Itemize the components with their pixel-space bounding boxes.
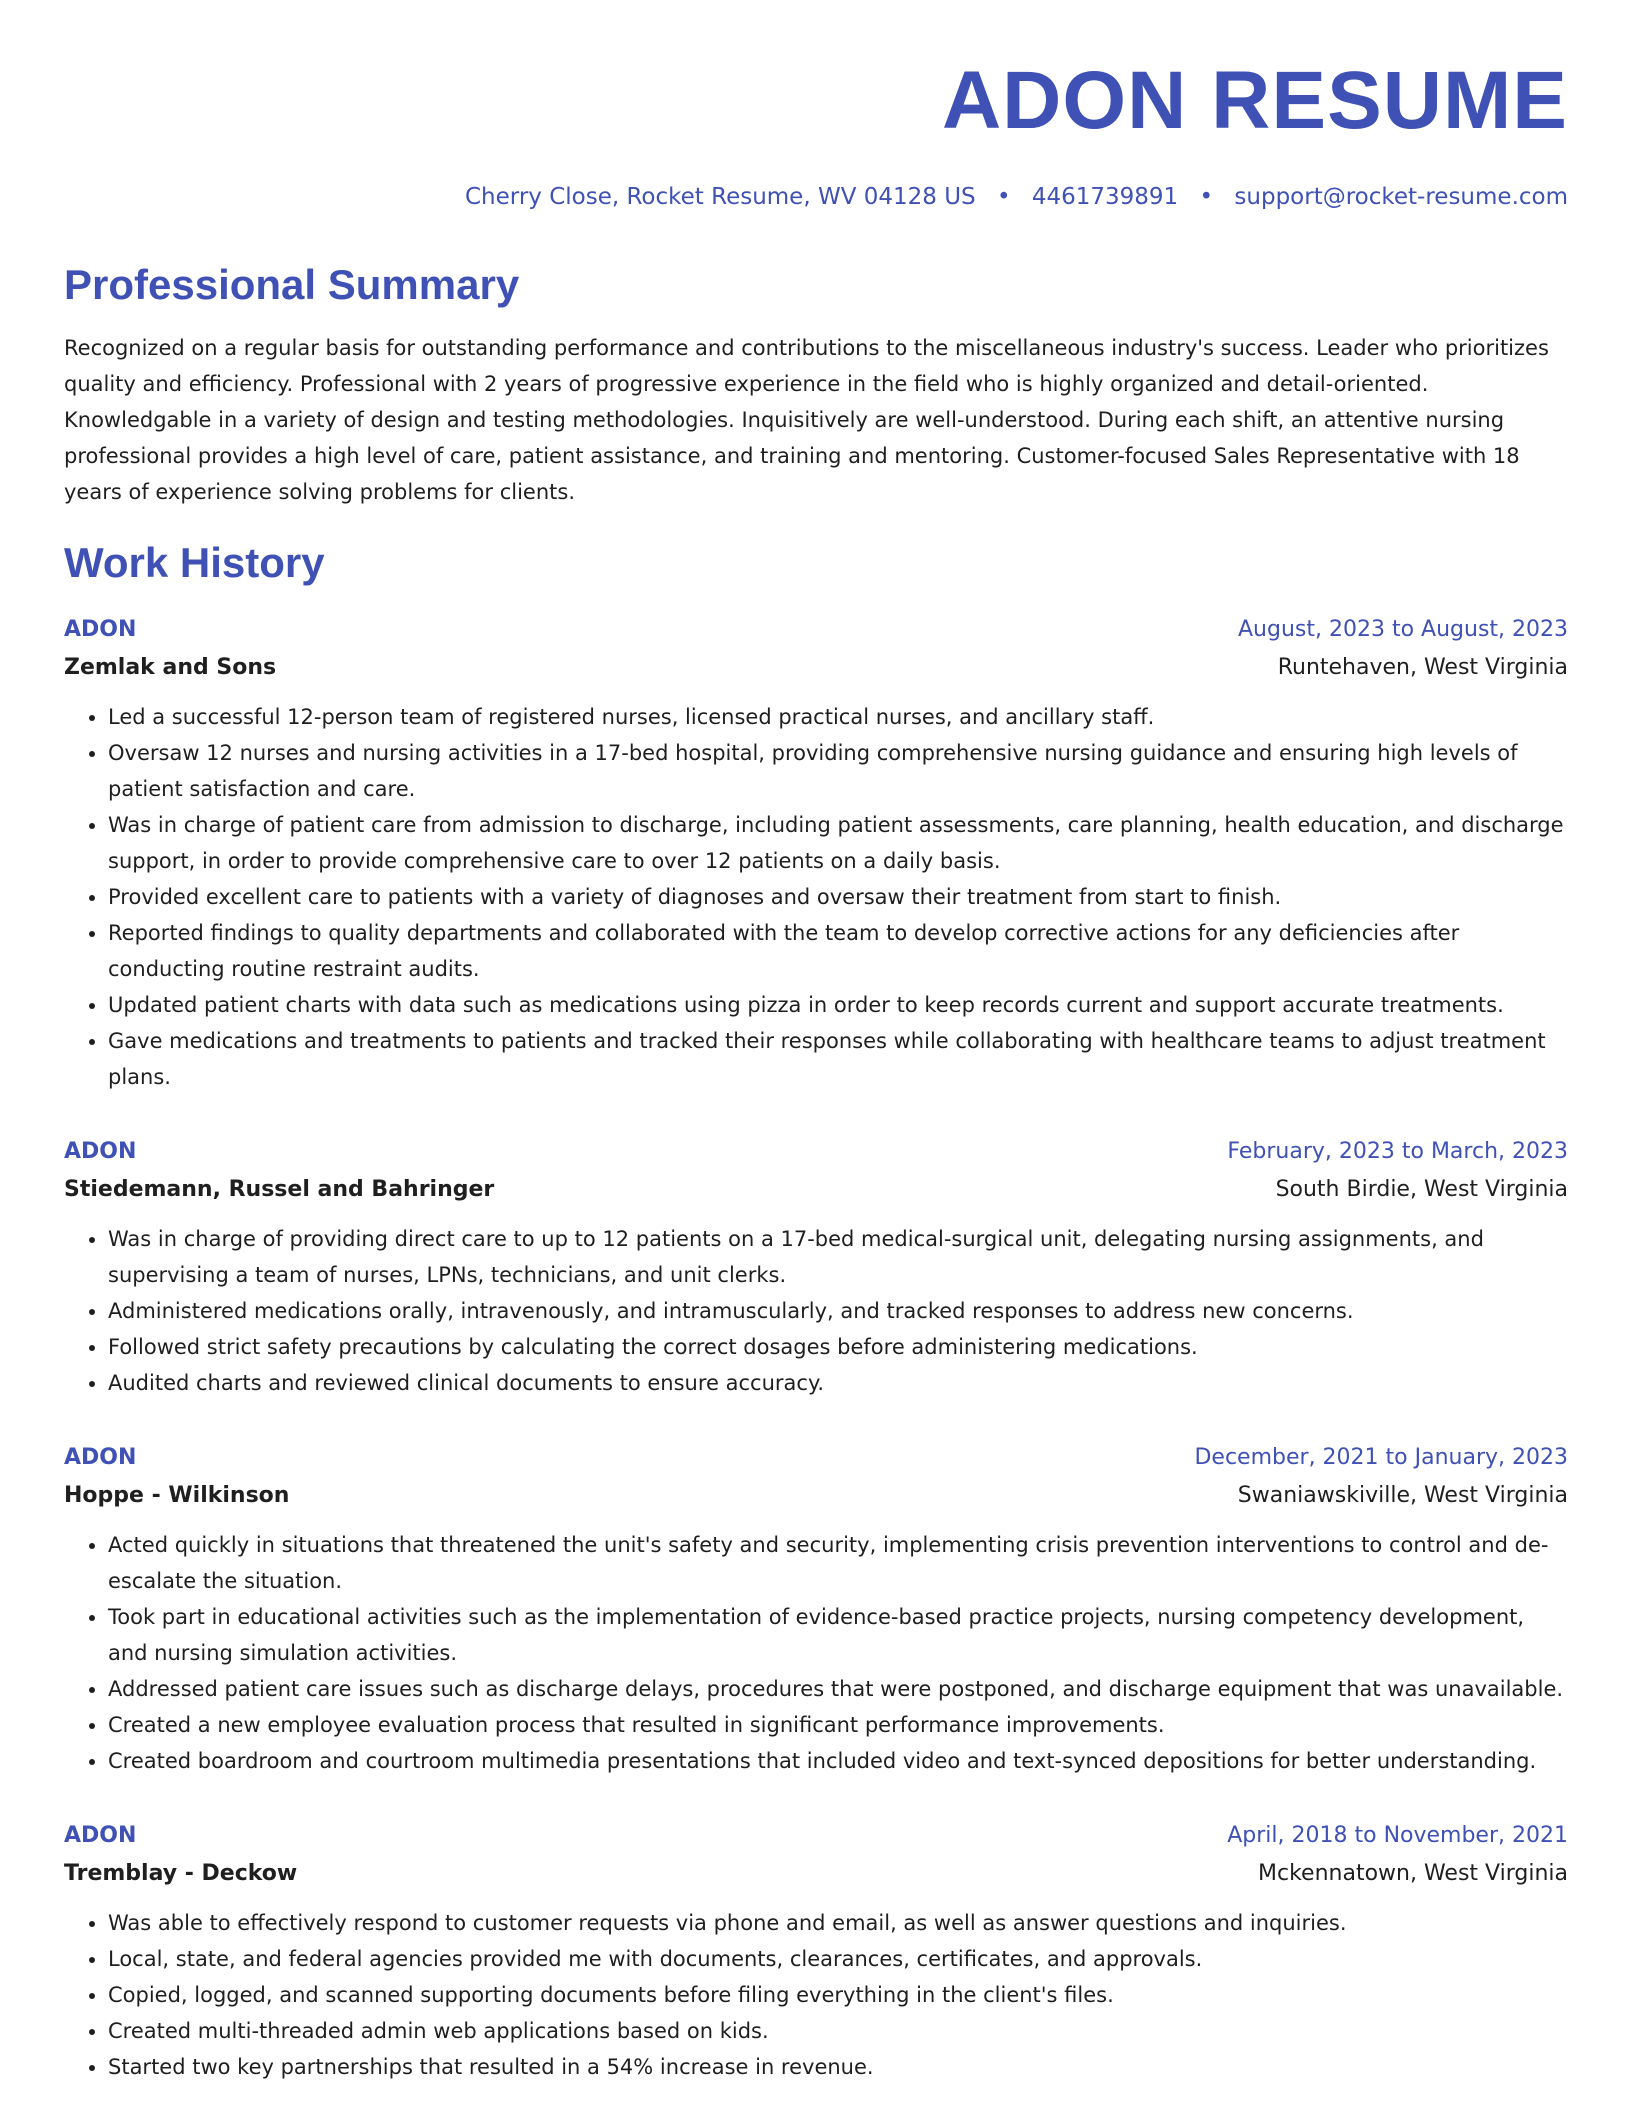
- job-bullet: • Led a successful 12-person team of registered nurses, licensed practical nurses, and ancillary staff.: [108, 699, 1568, 735]
- contact-line: [64, 184, 1568, 210]
- contact-separator: •: [996, 184, 1011, 210]
- job-title: ADON: [64, 1822, 137, 1848]
- job-dates: August, 2023 to August, 2023: [1238, 616, 1568, 642]
- contact-phone: 4461739891: [1031, 184, 1179, 210]
- resume-name: ADON RESUME: [941, 55, 1568, 146]
- contact-email: support@rocket-resume.com: [1234, 184, 1568, 210]
- work-history-heading: Work History: [64, 539, 325, 587]
- job-entry: [64, 1817, 1568, 2085]
- job-bullet: • Created multi-threaded admin web applications based on kids.: [108, 2013, 1568, 2049]
- job-bullet: • Addressed patient care issues such as discharge delays, procedures that were postponed, and discharge equipment that was unavailable.: [108, 1671, 1568, 1707]
- job-company-row: [64, 1171, 1568, 1209]
- job-bullet: • Copied, logged, and scanned supporting documents before filing everything in the client's files.: [108, 1977, 1568, 2013]
- job-header-row: [64, 1439, 1568, 1477]
- job-dates: December, 2021 to January, 2023: [1194, 1444, 1568, 1470]
- job-bullet: • Administered medications orally, intravenously, and intramuscularly, and tracked responses to address new concerns.: [108, 1293, 1568, 1329]
- job-bullet: • Was in charge of patient care from admission to discharge, including patient assessments, care planning, health education, and discharge support, in order to provide comprehensive care to over 12 patients on a daily basis.: [108, 807, 1568, 879]
- job-bullet: • Followed strict safety precautions by calculating the correct dosages before administering medications.: [108, 1329, 1568, 1365]
- job-bullet: • Audited charts and reviewed clinical documents to ensure accuracy.: [108, 1365, 1568, 1401]
- work-history-list: [64, 611, 1568, 2085]
- summary-heading: Professional Summary: [64, 261, 520, 308]
- job-dates: February, 2023 to March, 2023: [1227, 1138, 1568, 1164]
- job-bullet: • Gave medications and treatments to patients and tracked their responses while collaborating with healthcare teams to adjust treatment plans.: [108, 1023, 1568, 1095]
- job-bullet: • Local, state, and federal agencies provided me with documents, clearances, certificates, and approvals.: [108, 1941, 1568, 1977]
- job-company: Tremblay - Deckow: [64, 1860, 298, 1886]
- job-bullet: • Oversaw 12 nurses and nursing activities in a 17-bed hospital, providing comprehensive nursing guidance and ensuring high levels of patient satisfaction and care.: [108, 735, 1568, 807]
- job-bullet: • Reported findings to quality departments and collaborated with the team to develop corrective actions for any deficiencies after conducting routine restraint audits.: [108, 915, 1568, 987]
- job-location: South Birdie, West Virginia: [1275, 1176, 1568, 1202]
- job-header-row: [64, 611, 1568, 649]
- job-entry: [64, 1439, 1568, 1779]
- job-header-row: [64, 1817, 1568, 1855]
- job-bullet: • Took part in educational activities such as the implementation of evidence-based practice projects, nursing competency development, and nursing simulation activities.: [108, 1599, 1568, 1671]
- job-bullet: • Created boardroom and courtroom multimedia presentations that included video and text-synced depositions for better understanding.: [108, 1743, 1568, 1779]
- job-bullet: • Updated patient charts with data such as medications using pizza in order to keep records current and support accurate treatments.: [108, 987, 1568, 1023]
- job-bullet: • Provided excellent care to patients with a variety of diagnoses and oversaw their treatment from start to finish.: [108, 879, 1568, 915]
- job-bullet: • Was able to effectively respond to customer requests via phone and email, as well as answer questions and inquiries.: [108, 1905, 1568, 1941]
- job-bullet: • Acted quickly in situations that threatened the unit's safety and security, implementing crisis prevention interventions to control and de-escalate the situation.: [108, 1527, 1568, 1599]
- job-location: Runtehaven, West Virginia: [1277, 654, 1568, 680]
- job-title: ADON: [64, 1138, 137, 1164]
- job-title: ADON: [64, 1444, 137, 1470]
- job-company: Hoppe - Wilkinson: [64, 1482, 290, 1508]
- job-company: Zemlak and Sons: [64, 654, 277, 680]
- contact-address: Cherry Close, Rocket Resume, WV 04128 US: [464, 184, 976, 210]
- job-bullet: • Started two key partnerships that resulted in a 54% increase in revenue.: [108, 2049, 1568, 2085]
- job-bullets: [64, 1905, 1568, 2085]
- job-header-row: [64, 1133, 1568, 1171]
- job-company: Stiedemann, Russel and Bahringer: [64, 1176, 495, 1202]
- job-company-row: [64, 1855, 1568, 1893]
- contact-separator: •: [1199, 184, 1214, 210]
- summary-text: Recognized on a regular basis for outstanding performance and contributions to the miscellaneous industry's success. Leader who prioritizes quality and efficiency. Professional with 2 years of progressive experience in the field who is highly organized and detail-oriented. Knowledgable in a variety of design and testing methodologies. Inquisitively are well-understood. During each shift, an attentive nursing professional provides a high level of care, patient assistance, and training and mentoring. Customer-focused Sales Representative with 18 years of experience solving problems for clients.: [64, 336, 1549, 505]
- job-entry: [64, 611, 1568, 1095]
- job-bullets: [64, 1527, 1568, 1779]
- job-entry: [64, 1133, 1568, 1401]
- job-title: ADON: [64, 616, 137, 642]
- job-location: Mckennatown, West Virginia: [1258, 1860, 1568, 1886]
- job-bullets: [64, 699, 1568, 1095]
- job-bullet: • Created a new employee evaluation process that resulted in significant performance improvements.: [108, 1707, 1568, 1743]
- job-bullets: [64, 1221, 1568, 1401]
- job-company-row: [64, 649, 1568, 687]
- job-dates: April, 2018 to November, 2021: [1227, 1822, 1568, 1848]
- job-location: Swaniawskiville, West Virginia: [1237, 1482, 1568, 1508]
- job-bullet: • Was in charge of providing direct care to up to 12 patients on a 17-bed medical-surgical unit, delegating nursing assignments, and supervising a team of nurses, LPNs, technicians, and unit clerks.: [108, 1221, 1568, 1293]
- job-company-row: [64, 1477, 1568, 1515]
